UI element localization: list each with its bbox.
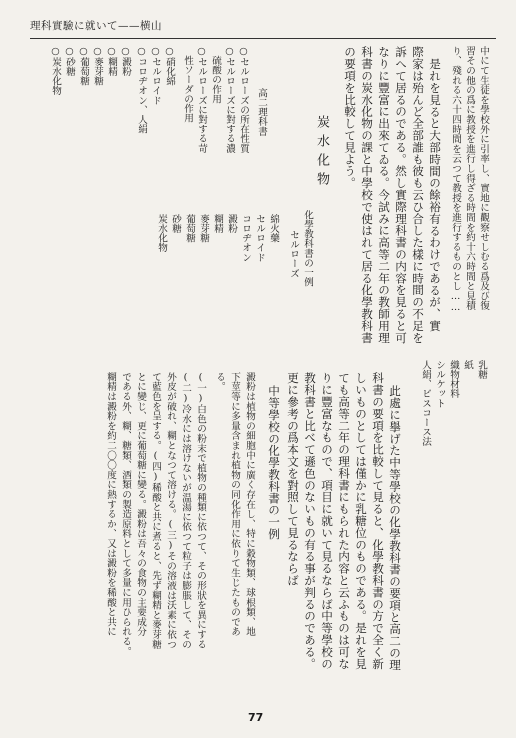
textbook-item: 糊精 (212, 214, 223, 234)
top-small-line: り、殘れる六十四時間を云つて教授を進行するものとし…… (450, 46, 461, 314)
bottom-small-line: とに變じ、更に葡萄糖に變る。澱粉は吾々の食物の主要成分 (135, 372, 146, 637)
grade2-item: ○セルロイド (150, 46, 161, 105)
grade2-item: 硫酸の作用 (210, 46, 221, 104)
bottom-small-line: 糊精は澱粉を約二〇〇度に熱するか、又は澱粉を稀酸と共に (105, 372, 116, 637)
top-main-line: の要項を比較して見よう。 (343, 46, 357, 189)
textbook-item: コロヂオン (240, 214, 251, 262)
grade2-item: ○硝化綿 (164, 46, 175, 86)
top-main-line: 是れを見ると大部時間の餘裕有るわけであるが、實 (428, 58, 442, 332)
extra-item: 人絹、ビスコース法 (420, 360, 431, 447)
textbook-item: セルローズ (288, 230, 299, 278)
textbook-item: セルロイド (254, 214, 265, 262)
top-main-line: 訴へて居るのである。然し實際理科書の内容を見ると可 (394, 46, 408, 344)
textbook-item: 綿火藥 (268, 214, 279, 243)
extra-item: 乳糖 (476, 360, 487, 380)
textbook-item: 炭水化物 (156, 214, 167, 253)
grade2-item: 性ソーダの作用 (182, 46, 193, 123)
grade2-item: ○砂糖 (64, 46, 75, 77)
bottom-main-line: りに豐富なもので、項目に就いて見るならば中等學校の (320, 372, 334, 670)
grade2-item: ○澱粉 (120, 46, 131, 77)
textbook-item: 葡萄糖 (184, 214, 195, 243)
textbook-item: 澱粉 (226, 214, 237, 234)
bottom-main-line: 此處に擧げた中等學校の化學教科書の要項と高二の理 (388, 385, 402, 671)
bottom-main-line: しいものとしては僅かに乳糖位のものである。是れを見 (354, 372, 368, 670)
bottom-small-line: (一)白色の粉末で植物の種類に依つて、その形狀を異にする (195, 372, 206, 650)
section-heading: 炭水化物 (314, 115, 329, 191)
bottom-small-line: 下莖等に多量含まれ植物の同化作用に依りて生じたものであ (229, 372, 240, 637)
top-small-line: 習その他の爲に教授を進行し得ざる時間を約十六時間と見積 (464, 46, 475, 311)
grade2-item: ○麥芽糖 (92, 46, 103, 86)
grade2-item: ○糊精 (106, 46, 117, 77)
running-head: 理科實驗に就いて——横山 (30, 20, 162, 32)
bottom-small-line: である外、糊、糖類、酒類の製造原料として多量に用ひられる。 (120, 372, 131, 657)
top-small-line: 中にて生徒を學校外に引率し、實地に觀察せしむる爲及び復 (478, 46, 489, 311)
grade2-title: 高二理科書 (256, 88, 267, 136)
textbook-example-title: 化學教科書の一例 (302, 210, 313, 287)
textbook-item: 麥芽糖 (198, 214, 209, 243)
bottom-main-line: ても高等二年の理科書にもられた内容と云ふものは可な (337, 372, 351, 670)
bottom-main-line: 教科書と比べて遜色のないもの有る事が判るのである。 (303, 372, 317, 670)
grade2-item: ○セルローズに對する濃 (224, 46, 235, 153)
top-main-line: 際家は殆んど全部誰も彼も云ひ合した樣に時間の不足を (411, 46, 425, 344)
grade2-item: ○コロヂオン、人絹 (136, 46, 147, 134)
bottom-main-line: 更に參考の爲本文を對照して見るならば (286, 372, 300, 587)
top-main-line: なりに豐富に出來てゐる。今試みに高等二年の教師用理 (377, 46, 391, 344)
bottom-small-line: (二)冷水には溶けないが温湯に依つて粒子は膨脹して、その (180, 372, 191, 650)
header-rule (30, 38, 496, 39)
bottom-small-line: 外皮が破れ、糊となつて溶ける。(三)その溶液は沃素に依つ (165, 372, 176, 650)
bottom-main-line: 科書の要項を比較して見ると、化學教科書の方で全く新 (371, 372, 385, 670)
grade2-item: ○葡萄糖 (78, 46, 89, 86)
bottom-small-line: て藍色を呈する。(四)稀酸と共に煮ると、先ず糊精と麥芽糖 (150, 372, 161, 650)
grade2-item: ○セルローズの所在性質 (238, 46, 249, 153)
page-number: 77 (248, 711, 264, 724)
extra-item: 織物材料 (448, 360, 459, 399)
extra-item: 紙 (462, 360, 473, 370)
bottom-small-line: る。 (214, 372, 225, 392)
top-main-line: 科書の炭水化物の課と中學校で使はれて居る化學教科書 (360, 46, 374, 344)
textbook-item: 砂糖 (170, 214, 181, 234)
grade2-item: ○炭水化物 (50, 46, 61, 96)
bottom-small-line: 澱粉は植物の細胞中に廣く存在し、特に穀物類、球根類、地 (244, 372, 255, 637)
bottom-main-line: 中等學校の化學教科書の一例 (267, 385, 281, 540)
extra-item: シルケット (434, 360, 445, 408)
grade2-item: ○セルローズに對する苛 (196, 46, 207, 153)
